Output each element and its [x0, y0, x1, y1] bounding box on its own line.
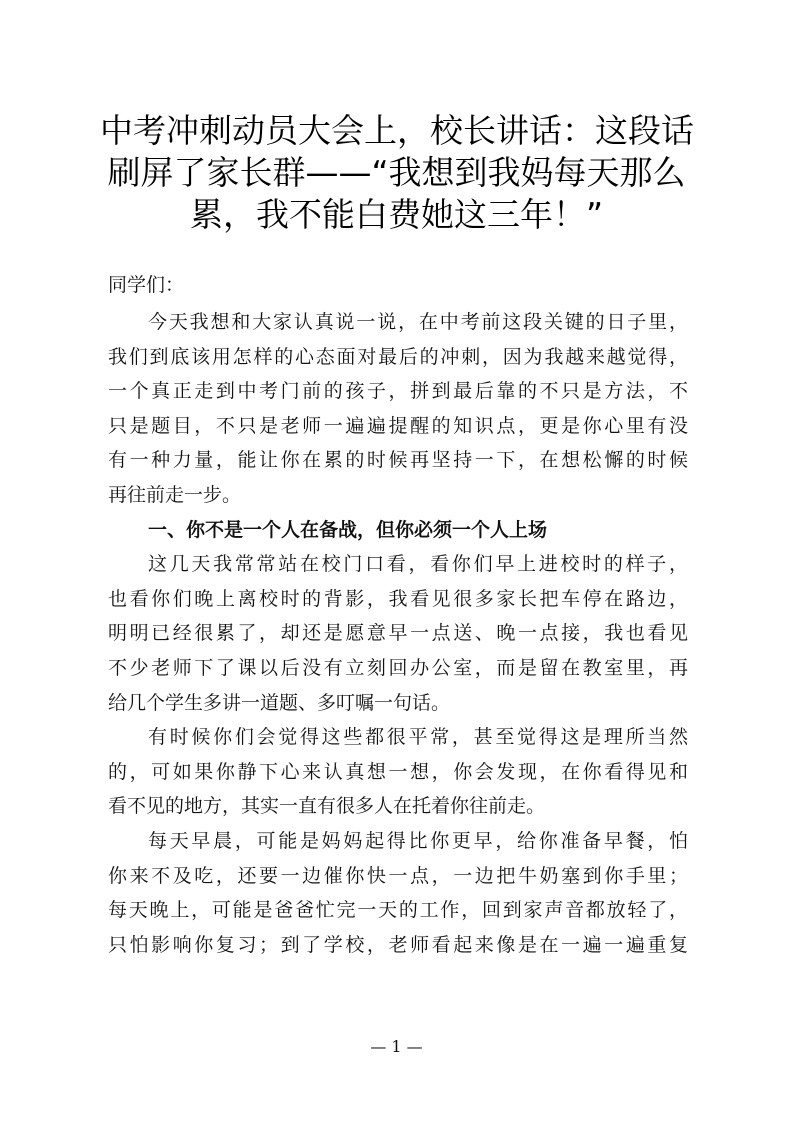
paragraph-1-line-5: 有一种力量，能让你在累的时候再坚持一下，在想松懈的时候	[108, 449, 688, 472]
paragraph-4-line-2: 你来不及吃，还要一边催你快一点，一边把牛奶塞到你手里；	[108, 864, 688, 887]
paragraph-3-line-1: 有时候你们会觉得这些都很平常，甚至觉得这是理所当然	[148, 726, 688, 749]
document-title	[100, 110, 693, 236]
paragraph-1-line-6: 再往前走一步。	[108, 483, 242, 506]
paragraph-3-line-2: 的，可如果你静下心来认真想一想，你会发现，在你看得见和	[108, 760, 688, 783]
title-line-1: 中考冲刺动员大会上，校长讲话：这段话	[100, 111, 694, 150]
paragraph-2-line-4: 不少老师下了课以后没有立刻回办公室，而是留在教室里，再	[108, 656, 688, 679]
body-text	[108, 305, 688, 962]
salutation: 同学们：	[108, 274, 185, 296]
paragraph-2-line-2: 也看你们晚上离校时的背影，我看见很多家长把车停在路边，	[108, 587, 688, 610]
title-line-2: 刷屏了家长群——“我想到我妈每天那么	[107, 153, 686, 192]
section-heading: 一、你不是一个人在备战，但你必须一个人上场	[148, 518, 548, 541]
paragraph-4-line-4: 只怕影响你复习；到了学校，老师看起来像是在一遍一遍重复	[108, 933, 688, 956]
paragraph-1-line-3: 一个真正走到中考门前的孩子，拼到最后靠的不只是方法，不	[108, 380, 688, 403]
title-line-3: 累，我不能白费她这三年！”	[189, 195, 604, 234]
paragraph-3-line-3: 看不见的地方，其实一直有很多人在托着你往前走。	[108, 795, 546, 818]
paragraph-1-line-2: 我们到底该用怎样的心态面对最后的冲刺，因为我越来越觉得，	[108, 345, 688, 368]
paragraph-1-line-1: 今天我想和大家认真说一说，在中考前这段关键的日子里，	[148, 311, 688, 333]
paragraph-4-line-1: 每天早晨，可能是妈妈起得比你更早，给你准备早餐，怕	[148, 829, 688, 852]
paragraph-4-line-3: 每天晚上，可能是爸爸忙完一天的工作，回到家声音都放轻了，	[108, 899, 688, 922]
paragraph-2-line-5: 给几个学生多讲一道题、多叮嘱一句话。	[108, 691, 451, 714]
page-number: — 1 —	[370, 1037, 423, 1056]
paragraph-2-line-1: 这几天我常常站在校门口看，看你们早上进校时的样子，	[148, 553, 688, 576]
paragraph-1-line-4: 只是题目，不只是老师一遍遍提醒的知识点，更是你心里有没	[108, 414, 688, 437]
paragraph-2-line-3: 明明已经很累了，却还是愿意早一点送、晚一点接，我也看见	[108, 622, 688, 645]
